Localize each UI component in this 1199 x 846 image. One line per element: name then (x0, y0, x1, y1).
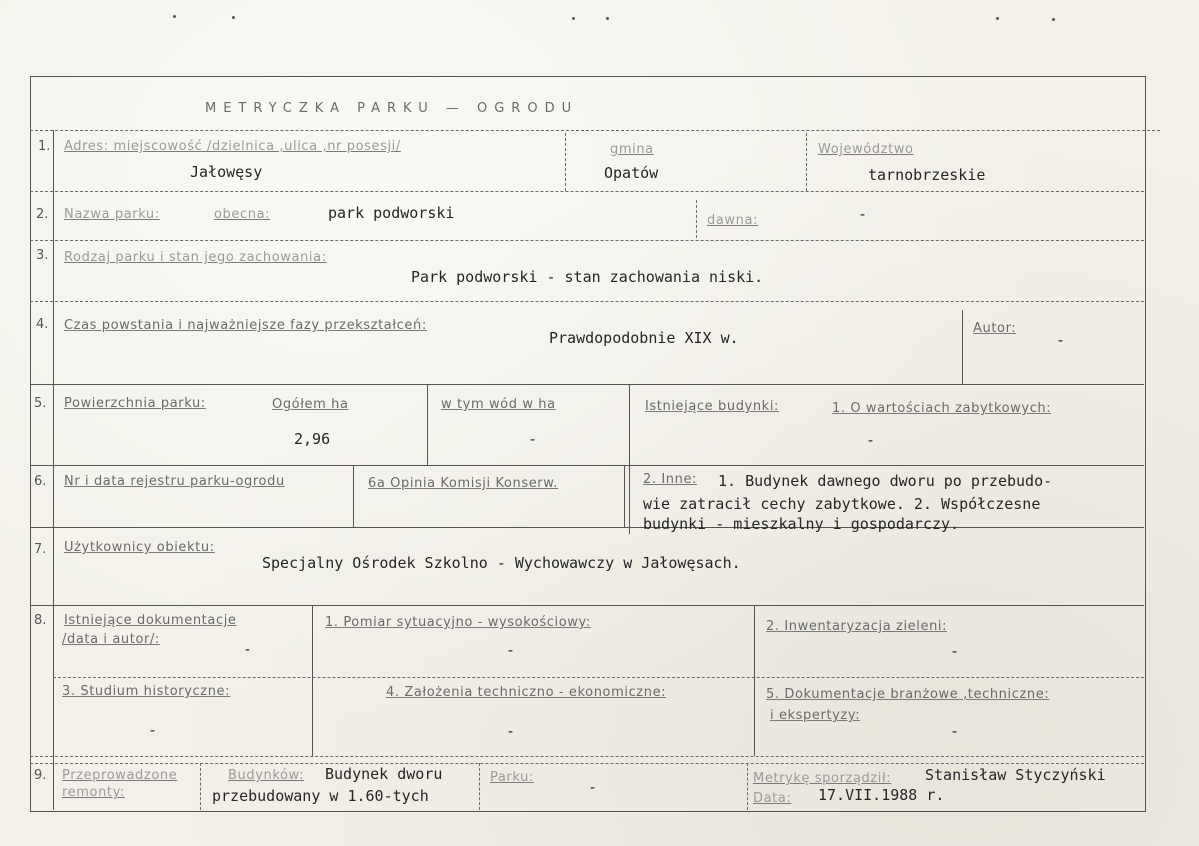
branzowe-label-line-1: 5. Dokumentacje branżowe ,techniczne: (766, 687, 1050, 702)
field-divider (754, 605, 755, 756)
section-divider (30, 465, 1144, 466)
parku-value: - (588, 778, 598, 796)
remonty-label-line-1: Przeprowadzone (62, 768, 178, 783)
section-divider (30, 191, 1144, 192)
row-number: 4. (36, 317, 49, 332)
rodzaj-parku-value: Park podworski - stan zachowania niski. (411, 268, 764, 286)
dokumentacje-value: - (243, 640, 253, 658)
section-divider (30, 605, 1144, 606)
wody-label: w tym wód w ha (441, 397, 556, 412)
obecna-value: park podworski (328, 204, 455, 222)
wody-value: - (528, 430, 538, 448)
form-title: METRYCZKA PARKU — OGRODU (205, 101, 579, 116)
powierzchnia-label: Powierzchnia parku: (64, 396, 206, 411)
nazwa-parku-label: Nazwa parku: (64, 207, 160, 222)
autor-label: Autor: (973, 321, 1017, 336)
row-number: 2. (36, 207, 49, 222)
dawna-label: dawna: (707, 213, 759, 228)
inwentaryzacja-value: - (950, 642, 960, 660)
inne-label: 2. Inne: (643, 472, 698, 487)
field-divider (806, 133, 807, 191)
ink-speck (572, 17, 575, 20)
inwentaryzacja-label: 2. Inwentaryzacja zieleni: (766, 619, 948, 634)
dokumentacje-label-line-2: /data i autor/: (62, 632, 160, 647)
row-number: 7. (34, 542, 47, 557)
zabytkowe-value: - (866, 431, 876, 449)
uzytkownicy-label: Użytkownicy obiektu: (64, 540, 215, 555)
gmina-label: gmina (610, 142, 654, 157)
gmina-value: Opatów (604, 164, 659, 182)
data-value: 17.VII.1988 r. (818, 786, 945, 804)
studium-value: - (148, 721, 158, 739)
row-number: 3. (36, 248, 49, 263)
sporzadzil-value: Stanisław Styczyński (925, 766, 1106, 784)
budynkow-label: Budynków: (228, 768, 305, 783)
ogolem-label: Ogółem ha (272, 397, 349, 412)
ink-speck (606, 17, 609, 20)
rodzaj-parku-label: Rodzaj parku i stan jego zachowania: (64, 250, 327, 265)
field-divider (312, 605, 313, 756)
czas-powstania-value: Prawdopodobnie XIX w. (549, 329, 739, 347)
ink-speck (1052, 18, 1055, 21)
field-divider (479, 763, 480, 810)
section-divider (30, 763, 1144, 764)
address-label: Adres: miejscowość /dzielnica ,ulica ,nr posesji/ (64, 139, 401, 154)
ogolem-value: 2,96 (294, 430, 331, 448)
section-divider (30, 130, 1160, 131)
field-divider (624, 465, 625, 527)
row-number: 9. (34, 768, 47, 783)
budynkow-value-line-1: Budynek dworu (325, 765, 443, 783)
field-divider (353, 465, 354, 527)
czas-powstania-label: Czas powstania i najważniejsze fazy przekształceń: (64, 318, 427, 333)
row-number: 6. (34, 474, 47, 489)
budynkow-value-line-2: przebudowany w 1.60-tych (212, 787, 429, 805)
section-divider (30, 301, 1144, 302)
section-divider (30, 384, 1144, 385)
row-number: 8. (34, 613, 47, 628)
branzowe-label-line-2: i ekspertyzy: (770, 708, 861, 723)
ink-speck (173, 15, 176, 18)
field-divider (427, 384, 428, 465)
wojewodztwo-label: Województwo (818, 142, 914, 157)
remonty-label-line-2: remonty: (62, 785, 125, 800)
dokumentacje-label-line-1: Istniejące dokumentacje (64, 613, 237, 628)
ink-speck (996, 17, 999, 20)
wojewodztwo-value: tarnobrzeskie (868, 166, 986, 184)
sporzadzil-label: Metrykę sporządził: (753, 771, 892, 786)
field-divider (962, 310, 963, 384)
istniejace-budynki-label: Istniejące budynki: (645, 399, 780, 414)
autor-value: - (1056, 331, 1066, 349)
row-number: 5. (34, 396, 47, 411)
field-divider (747, 763, 748, 810)
row-number: 1. (38, 139, 51, 154)
data-label: Data: (753, 791, 792, 806)
obecna-label: obecna: (214, 207, 271, 222)
inne-value-line-3: budynki - mieszkalny i gospodarczy. (643, 515, 960, 533)
studium-label: 3. Studium historyczne: (62, 684, 231, 699)
zabytkowe-label: 1. O wartościach zabytkowych: (832, 401, 1052, 416)
opinia-komisji-label: 6a Opinia Komisji Konserw. (368, 476, 559, 491)
parku-label: Parku: (490, 770, 534, 785)
address-value: Jałowęsy (190, 163, 263, 181)
section-divider (30, 756, 1144, 757)
field-divider (565, 133, 566, 191)
pomiar-label: 1. Pomiar sytuacyjno - wysokościowy: (325, 615, 591, 630)
zalozenia-value: - (506, 722, 516, 740)
branzowe-value: - (950, 722, 960, 740)
section-divider (53, 677, 1144, 678)
pomiar-value: - (506, 641, 516, 659)
section-divider (30, 240, 1144, 241)
inne-value-line-1: 1. Budynek dawnego dworu po przebudo- (718, 472, 1053, 490)
ink-speck (232, 16, 235, 19)
dawna-value: - (858, 205, 868, 223)
section-divider (30, 527, 1144, 528)
field-divider (200, 763, 201, 810)
inne-value-line-2: wie zatracił cechy zabytkowe. 2. Współczesne (643, 495, 1041, 513)
field-divider (629, 384, 630, 534)
rejestr-label: Nr i data rejestru parku-ogrodu (64, 474, 285, 489)
field-divider (696, 200, 697, 238)
number-column-divider (53, 130, 54, 810)
zalozenia-label: 4. Założenia techniczno - ekonomiczne: (386, 685, 667, 700)
uzytkownicy-value: Specjalny Ośrodek Szkolno - Wychowawczy w Jałowęsach. (262, 554, 741, 572)
